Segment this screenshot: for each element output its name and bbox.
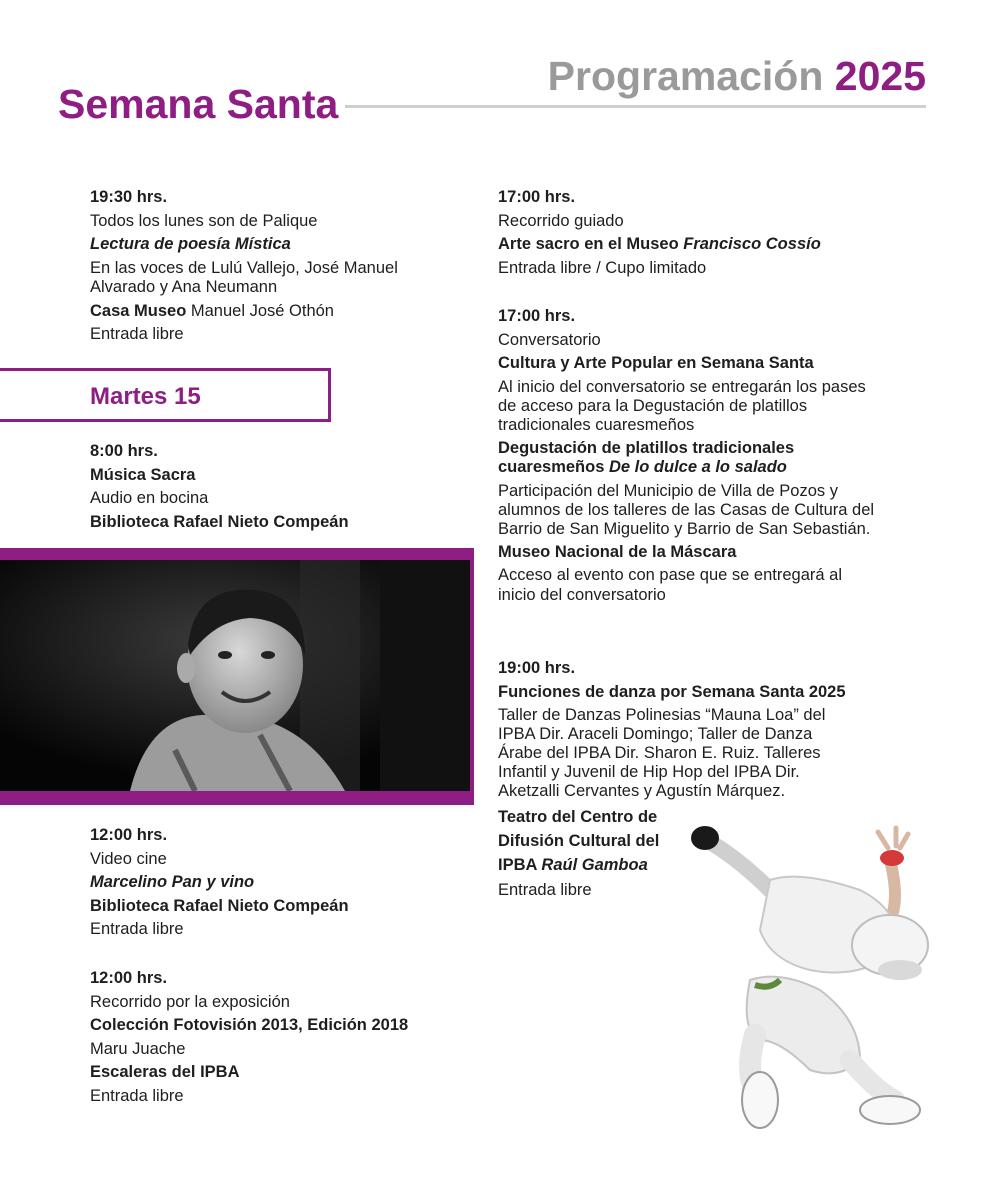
- title-italic: Francisco Cossío: [683, 235, 821, 253]
- page-title-semana-santa: Semana Santa: [58, 81, 339, 127]
- venue-italic: Raúl Gamboa: [541, 856, 648, 874]
- event-venue: Biblioteca Rafael Nieto Compeán: [90, 896, 349, 915]
- event-title: Colección Fotovisión 2013, Edición 2018: [90, 1016, 409, 1034]
- event-time: 19:00 hrs.: [498, 659, 576, 677]
- dancer-illustration: [660, 820, 960, 1140]
- event-line: Entrada libre: [498, 881, 592, 899]
- event-line: Taller de Danzas Polinesias “Mauna Loa” del IPBA Dir. Araceli Domingo; Taller de Danza Árabe del IPBA Dir. Sharon E. Ruiz. Talleres Infantil y Juvenil de Hip Hop del IPBA Dir. Aketzalli Cervantes y Agustín Márquez.: [498, 706, 826, 800]
- event-line: En las voces de Lulú Vallejo, José Manuel Alvarado y Ana Neumann: [90, 258, 398, 296]
- event-venue: [90, 302, 470, 322]
- title-bold: Arte sacro en el Museo: [498, 235, 684, 253]
- event-line: Entrada libre: [90, 920, 184, 938]
- subtitle-italic: De lo dulce a lo salado: [608, 458, 787, 476]
- event-title: Música Sacra: [90, 465, 196, 484]
- event-line: Al inicio del conversatorio se entregarán los pases de acceso para la Degustación de platillos tradicionales cuaresmeños: [498, 377, 866, 434]
- event-line: Maru Juache: [90, 1039, 186, 1058]
- event-title: Funciones de danza por Semana Santa 2025: [498, 682, 846, 701]
- event-venue: Teatro del Centro de: [498, 808, 658, 826]
- event-title: Lectura de poesía Mística: [90, 235, 291, 253]
- event-arte-sacro: [498, 188, 878, 282]
- event-venue: Biblioteca Rafael Nieto Compeán: [90, 512, 349, 531]
- event-venue: Difusión Cultural del: [498, 832, 660, 850]
- event-line: Audio en bocina: [90, 489, 209, 507]
- event-line: Video cine: [90, 849, 167, 868]
- event-line: Recorrido por la exposición: [90, 992, 290, 1011]
- event-time: 12:00 hrs.: [90, 969, 168, 987]
- programacion-word: Programación: [547, 53, 824, 99]
- event-time: 19:30 hrs.: [90, 188, 168, 206]
- event-time: 8:00 hrs.: [90, 442, 158, 460]
- event-video-cine: [90, 826, 470, 944]
- boy-photo-illustration: [0, 560, 470, 791]
- event-line: Conversatorio: [498, 330, 601, 349]
- event-time: 17:00 hrs.: [498, 188, 576, 206]
- event-title: Cultura y Arte Popular en Semana Santa: [498, 354, 814, 372]
- film-photo-frame: [0, 548, 474, 805]
- programacion-year: 2025: [834, 53, 926, 99]
- header-divider: [345, 105, 926, 108]
- page-title-programacion: [548, 52, 926, 100]
- event-line: Participación del Municipio de Villa de Pozos y alumnos de los talleres de las Casas de Cultura del Barrio de San Miguelito y Barrio de San Sebastián.: [498, 481, 875, 538]
- event-venue: Escaleras del IPBA: [90, 1063, 240, 1081]
- event-title: [498, 235, 878, 255]
- film-still-photo: [0, 560, 470, 791]
- event-subtitle: [498, 439, 838, 478]
- event-conversatorio: [498, 307, 878, 609]
- event-venue: Museo Nacional de la Máscara: [498, 542, 737, 561]
- event-line: Entrada libre: [90, 1086, 184, 1105]
- event-title: Marcelino Pan y vino: [90, 873, 255, 891]
- event-line: Entrada libre: [90, 325, 184, 343]
- day-label: Martes 15: [90, 383, 201, 410]
- venue-bold: IPBA: [498, 856, 542, 874]
- subtitle-bold: Degustación de platillos tradicionales cuaresmeños: [498, 438, 795, 476]
- event-line: Recorrido guiado: [498, 211, 624, 230]
- event-lectura-poesia: [90, 188, 470, 349]
- venue-bold: Casa Museo: [90, 301, 187, 320]
- event-musica-sacra: [90, 442, 470, 536]
- event-line: Entrada libre / Cupo limitado: [498, 258, 707, 277]
- event-time: 12:00 hrs.: [90, 826, 168, 844]
- event-line: Acceso al evento con pase que se entregará al inicio del conversatorio: [498, 566, 842, 604]
- event-time: 17:00 hrs.: [498, 307, 576, 325]
- event-exposicion: [90, 969, 470, 1110]
- venue-rest: Manuel José Othón: [186, 301, 334, 320]
- event-line: Todos los lunes son de Palique: [90, 211, 318, 230]
